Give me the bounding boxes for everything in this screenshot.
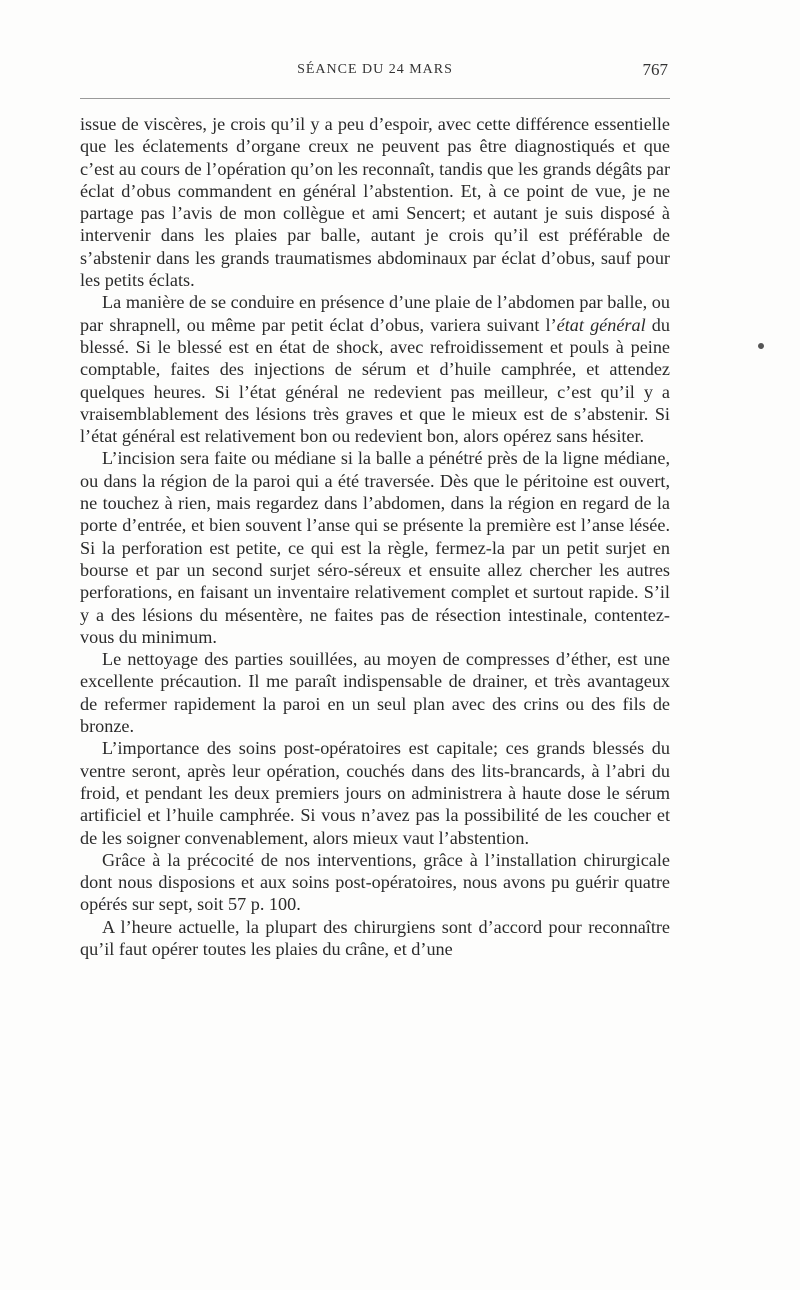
running-head [80, 62, 670, 86]
paragraph-text: La manière de se conduire en présence d’une plaie de l’abdomen par balle, ou par shrapnell, ou même par petit éclat d’obus, variera suivant l’ [80, 292, 670, 335]
paragraph: issue de viscères, je crois qu’il y a peu d’espoir, avec cette différence essentielle que les éclatements d’organe creux ne peuvent pas être diagnostiqués et que c’est au cours de l’opération qu’on les reconnaît, tandis que les grands dégâts par éclat d’obus commandent en général l’abstention. Et, à ce point de vue, je ne partage pas l’avis de mon collègue et ami Sencert; et autant je suis disposé à intervenir dans les plaies par balle, autant je crois qu’il est préférable de s’abstenir dans les grands traumatismes abdominaux par éclat d’obus, sauf pour les petits éclats. [80, 114, 670, 291]
paragraph: Le nettoyage des parties souillées, au moyen de compresses d’éther, est une excellente précaution. Il me paraît indispensable de drainer, et très avantageux de refermer rapidement la paroi en un seul plan avec des crins ou des fils de bronze. [80, 649, 670, 737]
paragraph: Grâce à la précocité de nos interventions, grâce à l’installation chirurgicale dont nous disposions et aux soins post-opératoires, nous avons pu guérir quatre opérés sur sept, soit 57 p. 100. [80, 849, 670, 915]
paragraph-text: du blessé. Si le blessé est en état de shock, avec refroidissement et pouls à peine comptable, faites des injections de sérum et d’huile camphrée, et attendez quelques heures. Si l’état général ne redevient pas meilleur, c’est qu’il y a vraisemblablement des lésions très graves et que le mieux est de s’abstenir. Si l’état général est relativement bon ou redevient bon, alors opérez sans hésiter. [80, 314, 670, 447]
paragraph: L’importance des soins post-opératoires est capitale; ces grands blessés du ventre seront, après leur opération, couchés dans des lits-brancards, à l’abri du froid, et pendant les deux premiers jours on administrera à haute dose le sérum artificiel et l’huile camphrée. Si vous n’avez pas la possibilité de les coucher et de les soigner convenablement, alors mieux vaut l’abstention. [80, 738, 670, 848]
paragraph: L’incision sera faite ou médiane si la balle a pénétré près de la ligne médiane, ou dans la région de la paroi qui a été traversée. Dès que le péritoine est ouvert, ne touchez à rien, mais regardez dans l’abdomen, dans la région en regard de la porte d’entrée, et bien souvent l’anse qui se présente la première est l’anse lésée. Si la perforation est petite, ce qui est la règle, fermez-la par un petit surjet en bourse et par un second surjet séro-séreux et ensuite allez chercher les autres perforations, en faisant un inventaire relativement complet et surtout rapide. S’il y a des lésions du mésentère, ne faites pas de résection intestinale, contentez-vous du minimum. [80, 448, 670, 647]
header-rule [80, 98, 670, 99]
paragraph [80, 291, 670, 447]
body-text [80, 113, 670, 960]
margin-mark-dot [758, 343, 764, 349]
paragraph: A l’heure actuelle, la plupart des chirurgiens sont d’accord pour reconnaître qu’il faut opérer toutes les plaies du crâne, et d’une [80, 916, 670, 959]
running-title: SÉANCE DU 24 MARS [297, 62, 453, 77]
page-number: 767 [642, 60, 668, 79]
italic-phrase: état général [556, 314, 646, 335]
